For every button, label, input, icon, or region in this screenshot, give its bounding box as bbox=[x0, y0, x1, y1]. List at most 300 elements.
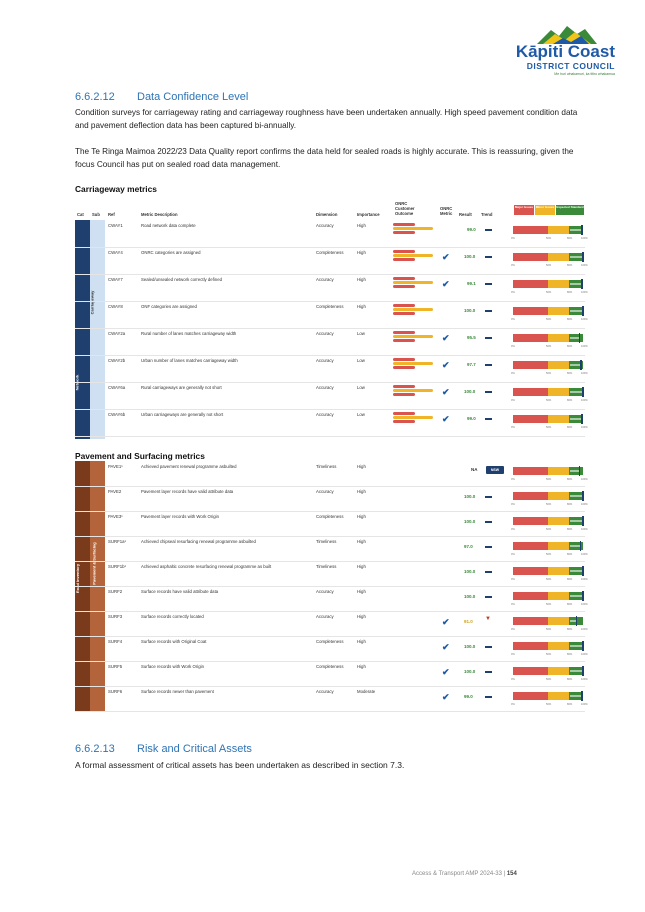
cell-desc: Achieved pavement renewal programme asbuilted bbox=[141, 464, 237, 469]
bar-band bbox=[548, 667, 569, 675]
check-icon: ✔ bbox=[442, 279, 450, 289]
badge-safety bbox=[393, 420, 415, 423]
axis-tick-label: 100% bbox=[581, 503, 588, 506]
result-bar bbox=[513, 467, 583, 475]
cell-imp: High bbox=[357, 277, 366, 282]
trend-flat-icon bbox=[485, 229, 492, 231]
outcome-badges bbox=[393, 385, 433, 397]
cell-result: 100.0 bbox=[464, 308, 476, 313]
section-heading-risk bbox=[75, 743, 252, 755]
check-icon: ✔ bbox=[442, 617, 450, 627]
bar-value-fill bbox=[570, 418, 581, 420]
col-result: Result bbox=[459, 212, 472, 217]
cell-ref: PAVE3¹ bbox=[108, 514, 123, 519]
axis-tick-label: 50% bbox=[546, 399, 552, 402]
cell-desc: Surface records have valid attribute data bbox=[141, 589, 219, 594]
outcome-badges bbox=[393, 223, 433, 235]
bar-value-fill bbox=[570, 310, 582, 312]
section-number: 6.6.2.13 bbox=[75, 743, 115, 755]
cell-dim: Accuracy bbox=[316, 223, 334, 228]
bar-value-marker bbox=[576, 616, 578, 626]
axis-tick-label: 80% bbox=[567, 628, 573, 631]
bar-value-fill bbox=[570, 570, 582, 572]
axis-tick-label: 100% bbox=[581, 678, 588, 681]
paragraph-quality-report: The Te Ringa Maimoa 2022/23 Data Quality report confirms the data held for sealed roads is highly accurate. This is reassuring, given the focus Council has put on sealed road data management. bbox=[75, 147, 574, 169]
cell-dim: Accuracy bbox=[316, 689, 334, 694]
badge-customer-experience bbox=[393, 362, 433, 365]
bar-band bbox=[548, 388, 569, 396]
cell-dim: Accuracy bbox=[316, 385, 334, 390]
outcome-badges bbox=[393, 277, 433, 289]
trend-flat-icon bbox=[485, 418, 492, 420]
carriageway-heading: Carriageway metrics bbox=[75, 184, 157, 194]
cell-dim: Accuracy bbox=[316, 412, 334, 417]
cell-dim: Completeness bbox=[316, 639, 344, 644]
axis-tick-label: 0% bbox=[511, 653, 515, 656]
cell-ref: PAVE1¹ bbox=[108, 464, 123, 469]
cell-dim: Timeliness bbox=[316, 539, 337, 544]
cell-imp: High bbox=[357, 539, 366, 544]
axis-tick-label: 0% bbox=[511, 703, 515, 706]
badge-safety bbox=[393, 285, 415, 288]
axis-tick-label: 0% bbox=[511, 291, 515, 294]
cell-ref: CWAY6b bbox=[108, 412, 126, 417]
cell-dim: Accuracy bbox=[316, 277, 334, 282]
axis-tick-label: 50% bbox=[546, 345, 552, 348]
cell-desc: Urban carriageways are generally not short bbox=[141, 412, 224, 417]
cell-dim: Completeness bbox=[316, 304, 344, 309]
cell-dim: Accuracy bbox=[316, 589, 334, 594]
axis-tick-label: 80% bbox=[567, 703, 573, 706]
cell-desc: Sealed/unsealed network correctly defined bbox=[141, 277, 222, 282]
check-icon: ✔ bbox=[442, 387, 450, 397]
axis-tick-label: 80% bbox=[567, 237, 573, 240]
cell-imp: High bbox=[357, 589, 366, 594]
cell-imp: High bbox=[357, 464, 366, 469]
axis-tick-label: 100% bbox=[581, 237, 588, 240]
bar-band bbox=[548, 592, 569, 600]
bar-value-fill bbox=[570, 229, 581, 231]
badge-customer-experience bbox=[393, 335, 433, 338]
trend-flat-icon bbox=[485, 391, 492, 393]
axis-tick-label: 50% bbox=[546, 553, 552, 556]
badge-safety bbox=[393, 393, 415, 396]
bar-value-marker bbox=[580, 360, 582, 370]
cell-desc: Road network data complete bbox=[141, 223, 196, 228]
bar-band bbox=[548, 280, 569, 288]
axis-tick-label: 100% bbox=[581, 318, 588, 321]
result-bar bbox=[513, 361, 583, 369]
bar-value-fill bbox=[570, 595, 582, 597]
trend-flat-icon bbox=[485, 256, 492, 258]
check-icon: ✔ bbox=[442, 360, 450, 370]
cell-result: 95.5 bbox=[467, 335, 476, 340]
cell-dim: Accuracy bbox=[316, 331, 334, 336]
logo-tagline: Me huri whakamuri, ka titiro whakamua bbox=[554, 72, 615, 76]
bar-value-marker bbox=[582, 491, 584, 501]
badge-safety bbox=[393, 258, 415, 261]
bar-band bbox=[513, 517, 548, 525]
badge-safety bbox=[393, 312, 415, 315]
cell-ref: CWAY1 bbox=[108, 223, 123, 228]
check-icon: ✔ bbox=[442, 414, 450, 424]
badge-customer-experience bbox=[393, 416, 433, 419]
bar-band bbox=[513, 467, 548, 475]
cell-result: 97.0 bbox=[464, 544, 473, 549]
pavement-metrics-table bbox=[75, 461, 588, 711]
cell-desc: Achieved asphaltic concrete resurfacing renewal programme as built bbox=[141, 564, 272, 569]
bar-band bbox=[513, 253, 548, 261]
cell-imp: Low bbox=[357, 331, 365, 336]
axis-tick-label: 80% bbox=[567, 399, 573, 402]
bar-band bbox=[548, 226, 569, 234]
cell-imp: High bbox=[357, 564, 366, 569]
axis-tick-label: 80% bbox=[567, 318, 573, 321]
bar-band bbox=[513, 388, 548, 396]
badge-amenity bbox=[393, 304, 415, 307]
col-onrc-metric: ONRC Metric bbox=[440, 206, 453, 216]
cell-result: 99.0 bbox=[464, 694, 473, 699]
trend-flat-icon bbox=[485, 364, 492, 366]
outcome-badges bbox=[393, 250, 433, 262]
bar-band bbox=[513, 415, 548, 423]
footer-sep: | bbox=[503, 871, 506, 877]
bar-band bbox=[548, 692, 569, 700]
axis-tick-label: 50% bbox=[546, 678, 552, 681]
outcome-badges bbox=[393, 304, 433, 316]
axis-tick-label: 50% bbox=[546, 426, 552, 429]
col-ref: Ref bbox=[108, 212, 115, 217]
bar-band bbox=[513, 567, 548, 575]
axis-tick-label: 50% bbox=[546, 318, 552, 321]
result-bar bbox=[513, 667, 583, 675]
trend-down-icon: ▼ bbox=[485, 616, 491, 622]
cell-result: 100.0 bbox=[464, 644, 476, 649]
category-label: Network bbox=[74, 374, 80, 391]
cell-ref: SURF6 bbox=[108, 689, 123, 694]
axis-tick-label: 80% bbox=[567, 503, 573, 506]
cell-desc: Rural carriageways are generally not short bbox=[141, 385, 222, 390]
result-bar bbox=[513, 492, 583, 500]
bar-value-fill bbox=[570, 283, 581, 285]
cell-dim: Timeliness bbox=[316, 564, 337, 569]
bar-band bbox=[548, 617, 569, 625]
badge-amenity bbox=[393, 277, 415, 280]
category-label: Road Inventory bbox=[75, 563, 81, 594]
trend-flat-icon bbox=[485, 521, 492, 523]
cell-desc: Pavement layer records with Work Origin bbox=[141, 514, 220, 519]
axis-tick-label: 0% bbox=[511, 603, 515, 606]
trend-flat-icon bbox=[485, 571, 492, 573]
paragraph-critical-assets: A formal assessment of critical assets has been undertaken as described in section 7.3. bbox=[75, 760, 405, 770]
axis-tick-label: 50% bbox=[546, 478, 552, 481]
badge-amenity bbox=[393, 223, 415, 226]
axis-tick-label: 80% bbox=[567, 345, 573, 348]
bar-band bbox=[548, 567, 569, 575]
cell-ref: SURF3 bbox=[108, 614, 123, 619]
cell-dim: Accuracy bbox=[316, 614, 334, 619]
axis-tick-label: 0% bbox=[511, 237, 515, 240]
axis-tick-label: 100% bbox=[581, 372, 588, 375]
pavement-heading: Pavement and Surfacing metrics bbox=[75, 451, 205, 461]
bar-value-fill bbox=[570, 364, 580, 366]
cell-desc: Surface records with Original Coat bbox=[141, 639, 207, 644]
cell-ref: CWAY2a bbox=[108, 331, 126, 336]
axis-tick-label: 0% bbox=[511, 628, 515, 631]
bar-band bbox=[548, 334, 569, 342]
badge-customer-experience bbox=[393, 227, 433, 230]
page-number: 154 bbox=[506, 871, 517, 877]
result-bar bbox=[513, 415, 583, 423]
result-bar bbox=[513, 334, 583, 342]
trend-flat-icon bbox=[485, 310, 492, 312]
result-bar bbox=[513, 226, 583, 234]
check-icon: ✔ bbox=[442, 333, 450, 343]
axis-tick-label: 0% bbox=[511, 372, 515, 375]
legend-major: Major Issues bbox=[514, 205, 534, 215]
cell-ref: SURF5 bbox=[108, 664, 123, 669]
cell-ref: CWAY4 bbox=[108, 250, 123, 255]
cell-dim: Completeness bbox=[316, 250, 344, 255]
axis-tick-label: 100% bbox=[581, 345, 588, 348]
check-icon: ✔ bbox=[442, 252, 450, 262]
axis-tick-label: 100% bbox=[581, 653, 588, 656]
cell-imp: High bbox=[357, 223, 366, 228]
bar-value-marker bbox=[582, 566, 584, 576]
subcategory-label: Pavement & Surfacing bbox=[91, 542, 97, 585]
axis-tick-label: 50% bbox=[546, 237, 552, 240]
result-bar bbox=[513, 542, 583, 550]
axis-tick-label: 50% bbox=[546, 528, 552, 531]
badge-safety bbox=[393, 366, 415, 369]
badge-safety bbox=[393, 339, 415, 342]
logo-sub: DISTRICT COUNCIL bbox=[526, 61, 615, 71]
bar-band bbox=[513, 642, 548, 650]
cell-desc: ONF categories are assigned bbox=[141, 304, 197, 309]
bar-band bbox=[513, 226, 548, 234]
bar-value-fill bbox=[570, 391, 582, 393]
section-heading-data-confidence bbox=[75, 91, 248, 103]
axis-tick-label: 50% bbox=[546, 503, 552, 506]
cell-desc: Urban number of lanes matches carriageway width bbox=[141, 358, 238, 363]
cell-imp: High bbox=[357, 250, 366, 255]
badge-amenity bbox=[393, 358, 415, 361]
cell-desc: Surface records with Work Origin bbox=[141, 664, 204, 669]
bar-band bbox=[548, 517, 569, 525]
trend-flat-icon bbox=[485, 283, 492, 285]
bar-value-fill bbox=[570, 495, 582, 497]
cell-desc: Surface records correctly located bbox=[141, 614, 204, 619]
outcome-badges bbox=[393, 331, 433, 343]
bar-value-marker bbox=[582, 591, 584, 601]
carriageway-metrics-table bbox=[74, 195, 588, 439]
axis-tick-label: 80% bbox=[567, 553, 573, 556]
cell-result: 100.0 bbox=[464, 494, 476, 499]
result-bar bbox=[513, 253, 583, 261]
cell-imp: High bbox=[357, 489, 366, 494]
axis-tick-label: 0% bbox=[511, 503, 515, 506]
bar-value-fill bbox=[570, 695, 581, 697]
bar-band bbox=[513, 361, 548, 369]
axis-tick-label: 50% bbox=[546, 703, 552, 706]
axis-tick-label: 0% bbox=[511, 578, 515, 581]
logo-name: Kāpiti Coast bbox=[515, 42, 615, 61]
cell-imp: High bbox=[357, 514, 366, 519]
cell-result: NA bbox=[471, 467, 478, 472]
badge-customer-experience bbox=[393, 389, 433, 392]
cell-result: 100.0 bbox=[464, 254, 476, 259]
bar-band bbox=[513, 334, 548, 342]
bar-band bbox=[548, 492, 569, 500]
axis-tick-label: 50% bbox=[546, 291, 552, 294]
axis-tick-label: 0% bbox=[511, 318, 515, 321]
axis-tick-label: 0% bbox=[511, 426, 515, 429]
cell-dim: Completeness bbox=[316, 514, 344, 519]
bar-band bbox=[513, 667, 548, 675]
cell-ref: PAVE2 bbox=[108, 489, 122, 494]
bar-band bbox=[513, 492, 548, 500]
bar-band bbox=[548, 253, 569, 261]
axis-tick-label: 80% bbox=[567, 264, 573, 267]
axis-tick-label: 50% bbox=[546, 264, 552, 267]
cell-result: 100.0 bbox=[464, 594, 476, 599]
axis-tick-label: 0% bbox=[511, 399, 515, 402]
bar-value-marker bbox=[582, 306, 584, 316]
axis-tick-label: 100% bbox=[581, 478, 588, 481]
cell-desc: Pavement layer records have valid attribute data bbox=[141, 489, 234, 494]
bar-band bbox=[548, 467, 569, 475]
section-number: 6.6.2.12 bbox=[75, 91, 115, 103]
axis-tick-label: 100% bbox=[581, 628, 588, 631]
page-footer bbox=[412, 871, 517, 877]
axis-tick-label: 100% bbox=[581, 578, 588, 581]
bar-band bbox=[548, 361, 569, 369]
cell-result: 100.0 bbox=[464, 569, 476, 574]
bar-band bbox=[548, 415, 569, 423]
bar-value-marker bbox=[579, 466, 581, 476]
legend-expected: Expected Standard bbox=[556, 205, 584, 215]
trend-flat-icon bbox=[485, 646, 492, 648]
bar-band bbox=[513, 307, 548, 315]
axis-tick-label: 0% bbox=[511, 264, 515, 267]
bar-value-marker bbox=[582, 387, 584, 397]
bar-value-marker bbox=[581, 414, 583, 424]
bar-value-marker bbox=[580, 541, 582, 551]
bar-band bbox=[513, 692, 548, 700]
badge-customer-experience bbox=[393, 308, 433, 311]
cell-desc: Achieved chipseal resurfacing renewal programme asbuilted bbox=[141, 539, 256, 544]
bar-value-marker bbox=[582, 516, 584, 526]
axis-tick-label: 50% bbox=[546, 603, 552, 606]
bar-band bbox=[513, 617, 548, 625]
cell-ref: SURF4 bbox=[108, 639, 123, 644]
bar-value-marker bbox=[582, 252, 584, 262]
axis-tick-label: 100% bbox=[581, 528, 588, 531]
bar-value-marker bbox=[581, 279, 583, 289]
axis-tick-label: 80% bbox=[567, 426, 573, 429]
col-dim: Dimension bbox=[316, 212, 338, 217]
badge-safety bbox=[393, 231, 415, 234]
check-icon: ✔ bbox=[442, 667, 450, 677]
col-onrc-outcome: ONRC Customer Outcome bbox=[395, 201, 415, 216]
badge-amenity bbox=[393, 385, 415, 388]
axis-tick-label: 0% bbox=[511, 678, 515, 681]
bar-band bbox=[513, 542, 548, 550]
cell-dim: Accuracy bbox=[316, 358, 334, 363]
cell-imp: High bbox=[357, 304, 366, 309]
cell-result: 100.0 bbox=[464, 389, 476, 394]
col-desc: Metric Description bbox=[141, 212, 178, 217]
axis-tick-label: 100% bbox=[581, 703, 588, 706]
axis-tick-label: 80% bbox=[567, 653, 573, 656]
check-icon: ✔ bbox=[442, 692, 450, 702]
axis-tick-label: 80% bbox=[567, 372, 573, 375]
bar-value-fill bbox=[570, 645, 582, 647]
bar-band bbox=[548, 542, 569, 550]
col-sub: Sub bbox=[92, 212, 100, 217]
cell-result: 99.0 bbox=[467, 416, 476, 421]
trend-flat-icon bbox=[485, 671, 492, 673]
result-bar bbox=[513, 517, 583, 525]
result-bar bbox=[513, 567, 583, 575]
axis-tick-label: 100% bbox=[581, 426, 588, 429]
bar-band bbox=[513, 592, 548, 600]
cell-imp: Low bbox=[357, 358, 365, 363]
axis-tick-label: 100% bbox=[581, 399, 588, 402]
bar-value-fill bbox=[570, 470, 579, 472]
bar-value-fill bbox=[570, 670, 582, 672]
bar-value-fill bbox=[570, 337, 579, 339]
badge-amenity bbox=[393, 250, 415, 253]
result-bar bbox=[513, 280, 583, 288]
result-bar bbox=[513, 592, 583, 600]
badge-amenity bbox=[393, 331, 415, 334]
result-bar bbox=[513, 388, 583, 396]
cell-ref: CWAY7 bbox=[108, 277, 123, 282]
axis-tick-label: 80% bbox=[567, 603, 573, 606]
result-bar bbox=[513, 692, 583, 700]
bar-band bbox=[548, 642, 569, 650]
col-trend: Trend bbox=[481, 212, 493, 217]
result-bar bbox=[513, 642, 583, 650]
legend-minor: Minor Issues bbox=[535, 205, 555, 215]
trend-flat-icon bbox=[485, 696, 492, 698]
axis-tick-label: 80% bbox=[567, 478, 573, 481]
cell-result: 100.0 bbox=[464, 519, 476, 524]
axis-tick-label: 80% bbox=[567, 528, 573, 531]
cell-dim: Accuracy bbox=[316, 489, 334, 494]
cell-imp: Moderate bbox=[357, 689, 376, 694]
cell-imp: High bbox=[357, 664, 366, 669]
axis-tick-label: 80% bbox=[567, 678, 573, 681]
bar-value-marker bbox=[582, 666, 584, 676]
cell-result: 91.0 bbox=[464, 619, 473, 624]
axis-tick-label: 80% bbox=[567, 578, 573, 581]
axis-tick-label: 100% bbox=[581, 264, 588, 267]
cell-ref: CWAY6a bbox=[108, 385, 126, 390]
cell-result: 97.7 bbox=[467, 362, 476, 367]
section-title: Data Confidence Level bbox=[137, 91, 249, 103]
badge-customer-experience bbox=[393, 281, 433, 284]
cell-desc: ONRC categories are assigned bbox=[141, 250, 201, 255]
cell-result: 99.0 bbox=[467, 227, 476, 232]
bar-band bbox=[548, 307, 569, 315]
axis-tick-label: 100% bbox=[581, 291, 588, 294]
bar-value-fill bbox=[570, 256, 582, 258]
cell-imp: Low bbox=[357, 385, 365, 390]
cell-ref: SURF1a¹ bbox=[108, 539, 126, 544]
axis-tick-label: 50% bbox=[546, 653, 552, 656]
